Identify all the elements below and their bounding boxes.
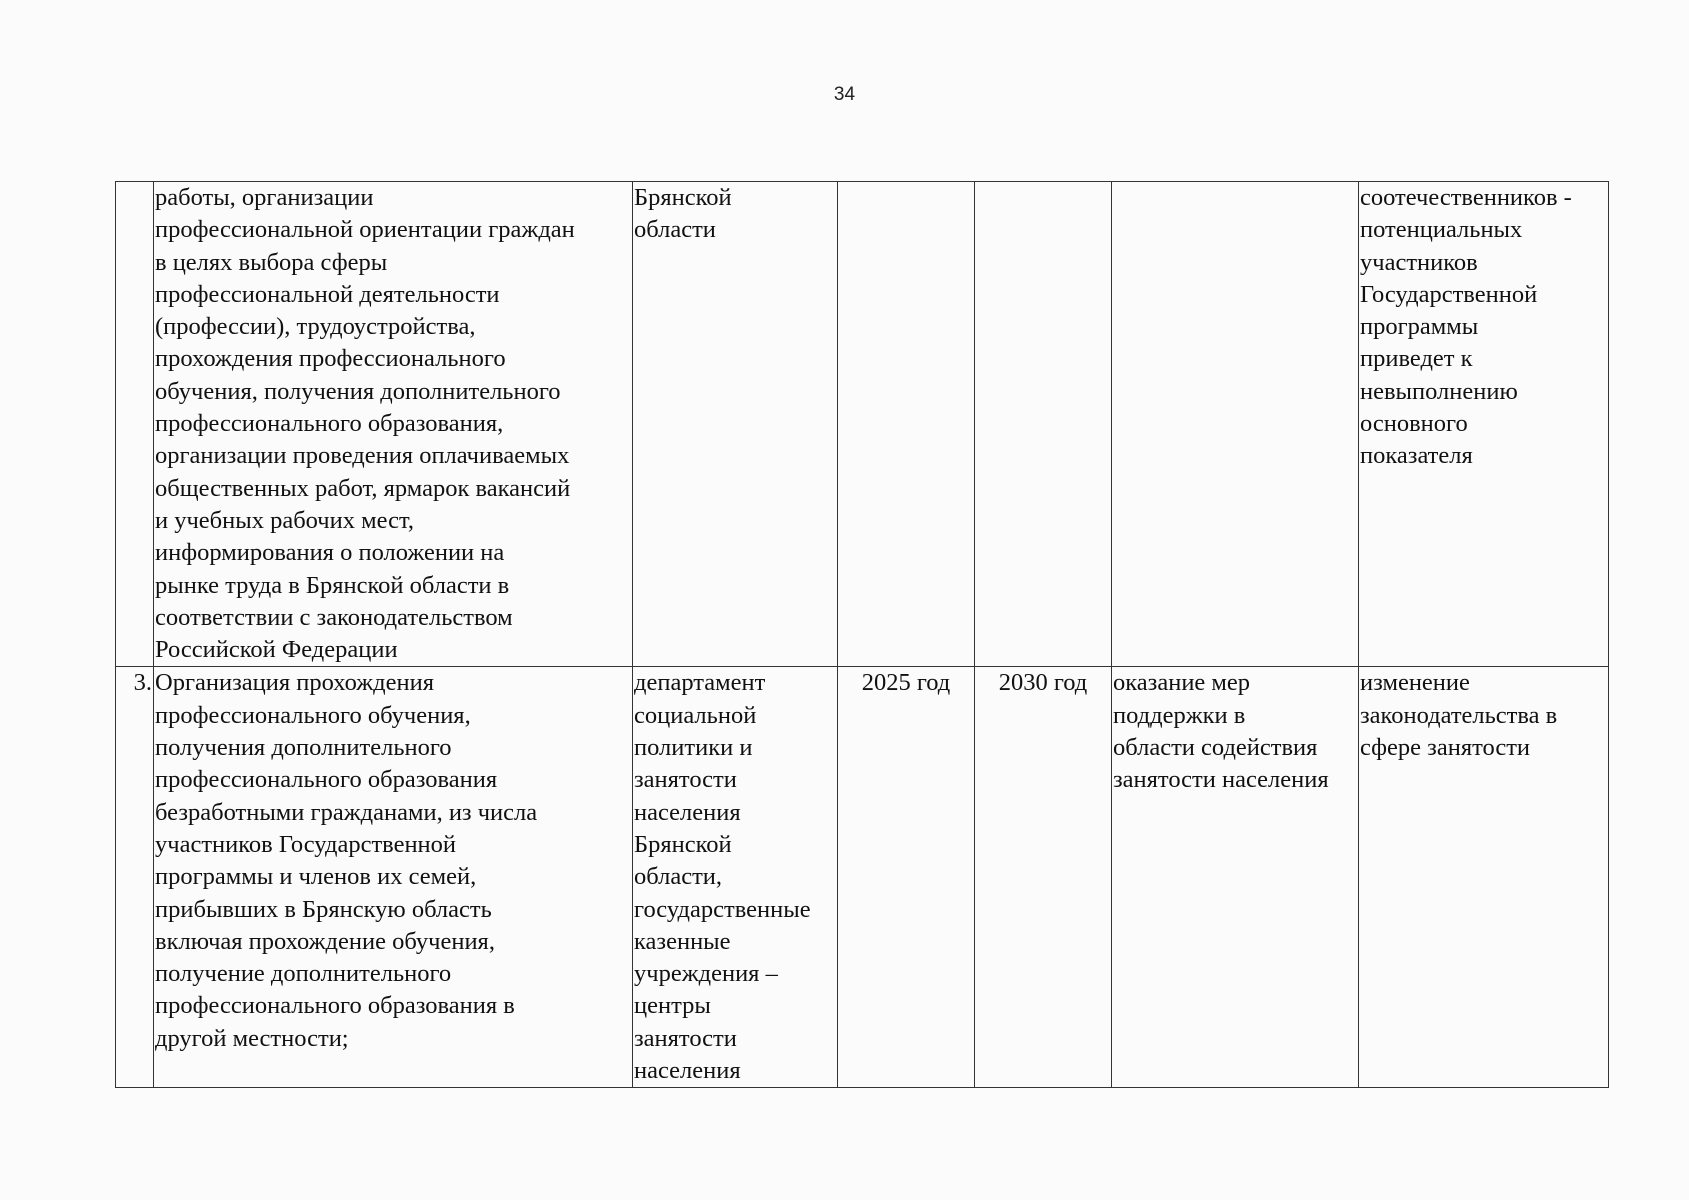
table-row (116, 667, 1609, 1088)
start-date-cell (838, 182, 975, 667)
row-number-cell (116, 182, 154, 667)
start-date-cell: 2025 год (838, 667, 975, 1088)
expected-result-cell (1112, 182, 1359, 667)
page-number: 34 (833, 84, 856, 105)
measures-table (115, 181, 1609, 1088)
row-number-cell: 3. (116, 667, 154, 1088)
measure-description-cell: Организация прохождения профессионального обучения, получения дополнительного профессионального образования безработными гражданами, из числа участников Государственной программы и членов их семей, прибывших в Брянскую область включая прохождение обучения, получение дополнительного профессионального образования в другой местности; (154, 667, 633, 1088)
responsible-executor-cell: департамент социальной политики и занятости населения Брянской области, государственные казенные учреждения – центры занятости населения (633, 667, 838, 1088)
end-date-cell (975, 182, 1112, 667)
end-date-cell: 2030 год (975, 667, 1112, 1088)
risk-consequence-cell: изменение законодательства в сфере занятости (1359, 667, 1609, 1088)
measure-description-cell: работы, организации профессиональной ориентации граждан в целях выбора сферы профессиональной деятельности (профессии), трудоустройства, прохождения профессионального обучения, получения дополнительного профессионального образования, организации проведения оплачиваемых общественных работ, ярмарок вакансий и учебных рабочих мест, информирования о положении на рынке труда в Брянской области в соответствии с законодательством Российской Федерации (154, 182, 633, 667)
responsible-executor-cell: Брянской области (633, 182, 838, 667)
risk-consequence-cell: соотечественников - потенциальных участников Государственной программы приведет к невыполнению основного показателя (1359, 182, 1609, 667)
table-row (116, 182, 1609, 667)
expected-result-cell: оказание мер поддержки в области содействия занятости населения (1112, 667, 1359, 1088)
